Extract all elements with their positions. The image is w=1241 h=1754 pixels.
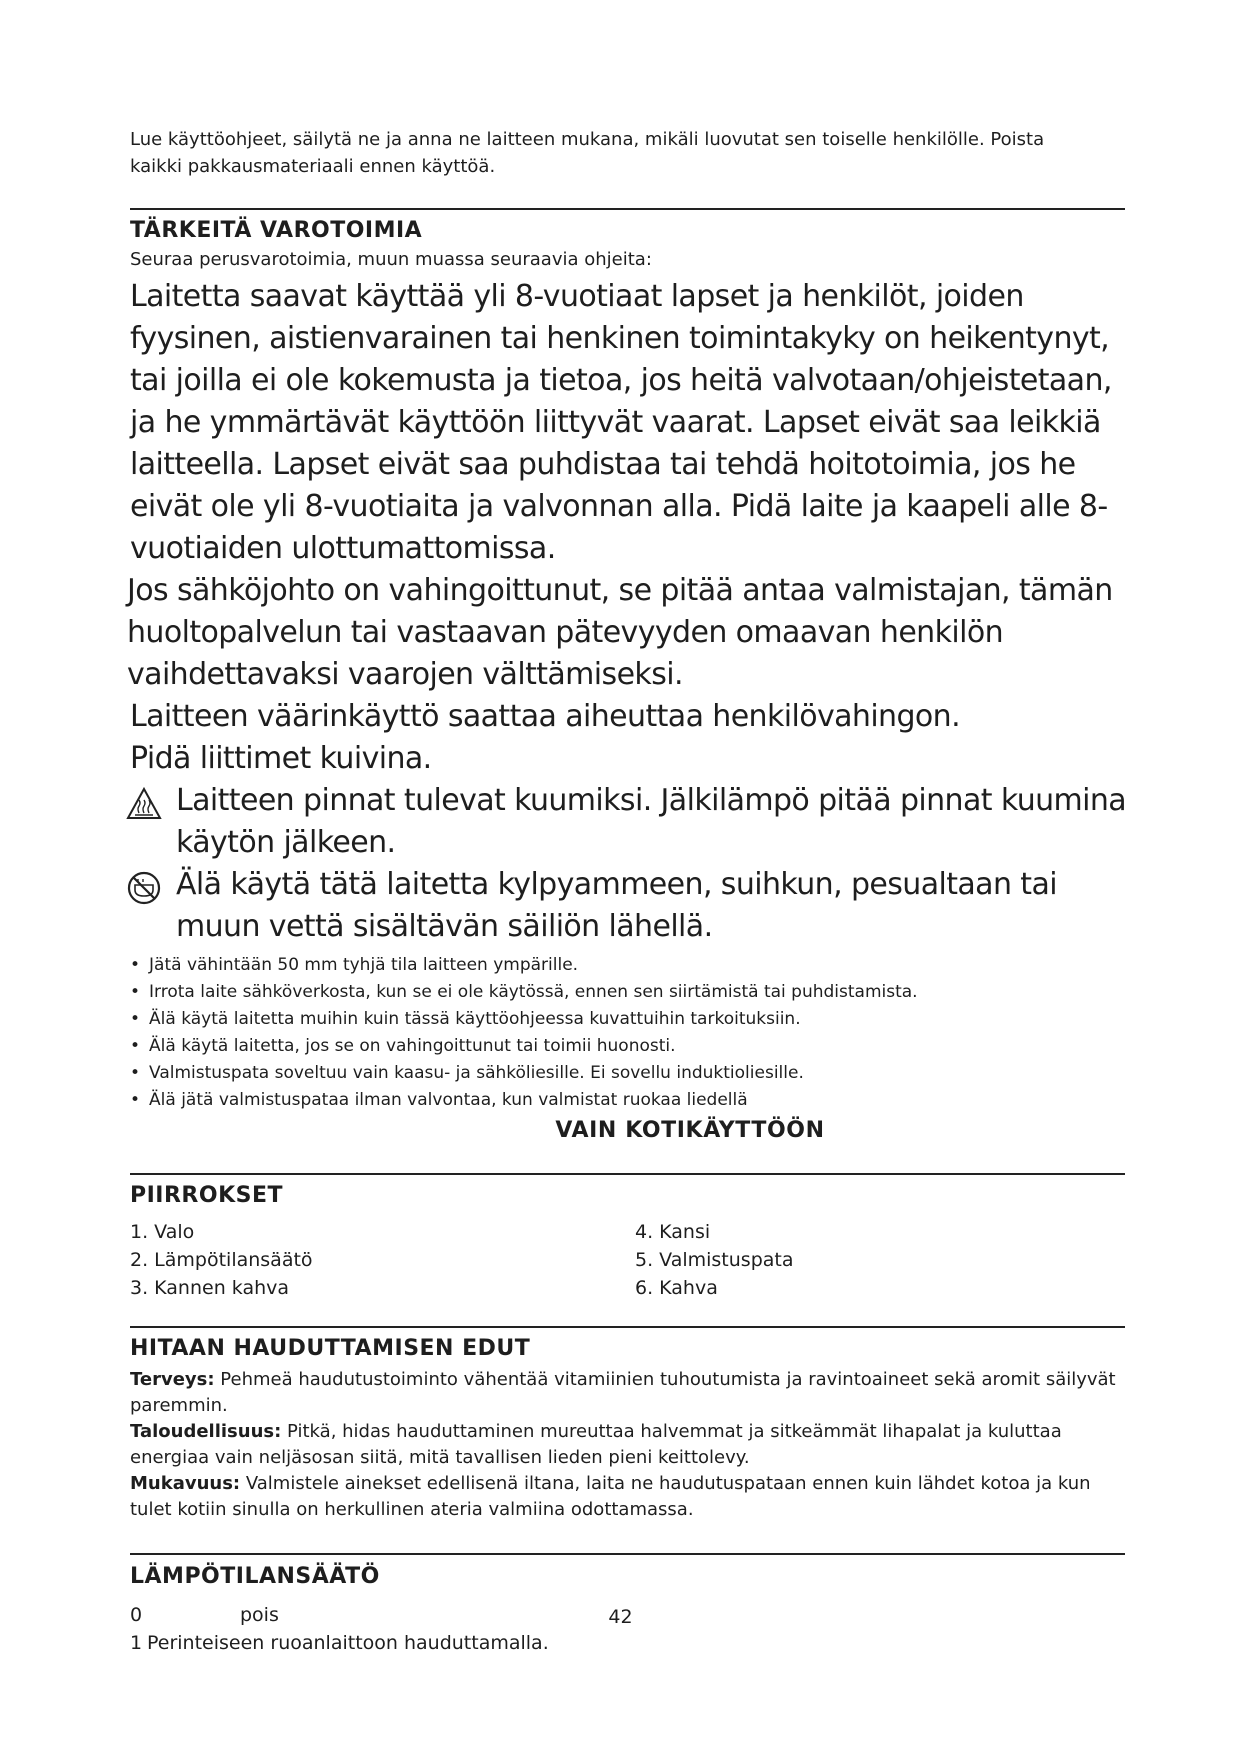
safety-bullet-list: [130, 952, 1130, 1114]
list-item: • Älä jätä valmistuspataa ilman valvontaa, kun valmistat ruokaa liedellä: [130, 1087, 1130, 1114]
setting-number: 1: [130, 1632, 143, 1654]
temperature-heading: LÄMPÖTILANSÄÄTÖ: [130, 1564, 380, 1589]
part-item: 1. Valo: [130, 1221, 195, 1243]
benefit-label: Mukavuus:: [130, 1473, 241, 1494]
benefit-text: Pehmeä haudutustoiminto vähentää vitamiinien tuhoutumista ja ravintoaineet sekä aromit säilyvät paremmin.: [130, 1369, 1116, 1416]
list-item: • Valmistuspata soveltuu vain kaasu- ja sähköliesille. Ei sovellu induktioliesille.: [130, 1060, 1130, 1087]
benefit-text: Valmistele ainekset edellisenä iltana, laita ne haudutuspataan ennen kuin lähdet kotoa ja kun tulet kotiin sinulla on herkullinen ateria valmiina odottamassa.: [130, 1473, 1091, 1520]
safety-warnings: [127, 276, 1130, 948]
household-use-only: VAIN KOTIKÄYTTÖÖN: [555, 1118, 825, 1143]
warning-dry-connectors: Pidä liittimet kuivina.: [130, 741, 432, 776]
benefit-health: [130, 1367, 1130, 1419]
intro-text: Lue käyttöohjeet, säilytä ne ja anna ne laitteen mukana, mikäli luovutat sen toiselle henkilölle. Poista kaikki pakkausmateriaali ennen käyttöä.: [130, 129, 1045, 177]
part-item: 5. Valmistuspata: [635, 1249, 794, 1271]
part-item: 3. Kannen kahva: [130, 1277, 290, 1299]
temperature-section: [130, 1553, 1130, 1657]
safety-heading: TÄRKEITÄ VAROTOIMIA: [130, 218, 423, 243]
parts-section: [130, 1173, 1130, 1302]
setting-text: Perinteiseen ruoanlaittoon hauduttamalla.: [147, 1632, 549, 1654]
benefits-section: [130, 1326, 1130, 1523]
no-water-warning: [130, 864, 1130, 948]
hot-surface-warning-icon: [126, 786, 162, 822]
warning-children: Laitetta saavat käyttää yli 8-vuotiaat lapset ja henkilöt, joiden fyysinen, aistienvarainen tai henkinen toimintakyky on heikentynyt, tai joilla ei ole kokemusta ja tietoa, jos heitä valvotaan/ohjeistetaan, ja he ymmärtävät käyttöön liittyvät vaarat. Lapset eivät saa leikkiä laitteella. Lapset eivät saa puhdistaa tai tehdä hoitotoimia, jos he eivät ole yli 8-vuotiaita ja valvonnan alla. Pidä laite ja kaapeli alle 8-vuotiaiden ulottumattomissa.: [130, 279, 1112, 566]
setting-text: pois: [240, 1604, 279, 1626]
safety-subtitle: Seuraa perusvarotoimia, muun muassa seuraavia ohjeita:: [130, 249, 652, 270]
warning-power-cord: Jos sähköjohto on vahingoittunut, se pitää antaa valmistajan, tämän huoltopalvelun tai vastaavan pätevyyden omaavan henkilön vaihdettavaksi vaarojen välttämiseksi.: [127, 573, 1113, 692]
list-item: • Irrota laite sähköverkosta, kun se ei ole käytössä, ennen sen siirtämistä tai puhdistamista.: [130, 979, 1130, 1006]
list-item: • Jätä vähintään 50 mm tyhjä tila laitteen ympärille.: [130, 952, 1130, 979]
list-item: • Älä käytä laitetta muihin kuin tässä käyttöohjeessa kuvattuihin tarkoituksiin.: [130, 1006, 1130, 1033]
list-item: • Älä käytä laitetta, jos se on vahingoittunut tai toimii huonosti.: [130, 1033, 1130, 1060]
manual-page: [127, 126, 1130, 1657]
hot-surface-warning: [130, 780, 1130, 864]
temperature-row-1: [130, 1629, 1130, 1657]
no-water-icon: [126, 870, 162, 906]
part-item: 2. Lämpötilansäätö: [130, 1249, 313, 1271]
part-item: 6. Kahva: [635, 1277, 718, 1299]
no-water-text: Älä käytä tätä laitetta kylpyammeen, suihkun, pesualtaan tai muun vettä sisältävän säiliön lähellä.: [176, 867, 1057, 944]
page-number: 42: [608, 1606, 633, 1628]
part-item: 4. Kansi: [635, 1221, 711, 1243]
safety-section: [127, 208, 1130, 1143]
divider: [130, 1173, 1125, 1175]
benefit-label: Taloudellisuus:: [130, 1421, 282, 1442]
benefit-convenience: [130, 1471, 1130, 1523]
benefit-text: Pitkä, hidas hauduttaminen mureuttaa halvemmat ja sitkeämmät lihapalat ja kuluttaa energiaa vain neljäsosan siitä, mitä tavallisen lieden pieni keittolevy.: [130, 1421, 1062, 1468]
benefits-heading: HITAAN HAUDUTTAMISEN EDUT: [130, 1336, 531, 1361]
parts-heading: PIIRROKSET: [130, 1183, 284, 1208]
setting-number: 0: [130, 1604, 143, 1626]
divider: [130, 1326, 1125, 1328]
benefit-economy: [130, 1419, 1130, 1471]
benefit-label: Terveys:: [130, 1369, 215, 1390]
divider: [130, 208, 1125, 210]
divider: [130, 1553, 1125, 1555]
parts-list: [130, 1218, 1130, 1302]
warning-misuse: Laitteen väärinkäyttö saattaa aiheuttaa henkilövahingon.: [130, 699, 961, 734]
hot-surface-text: Laitteen pinnat tulevat kuumiksi. Jälkilämpö pitää pinnat kuumina käytön jälkeen.: [176, 783, 1127, 860]
